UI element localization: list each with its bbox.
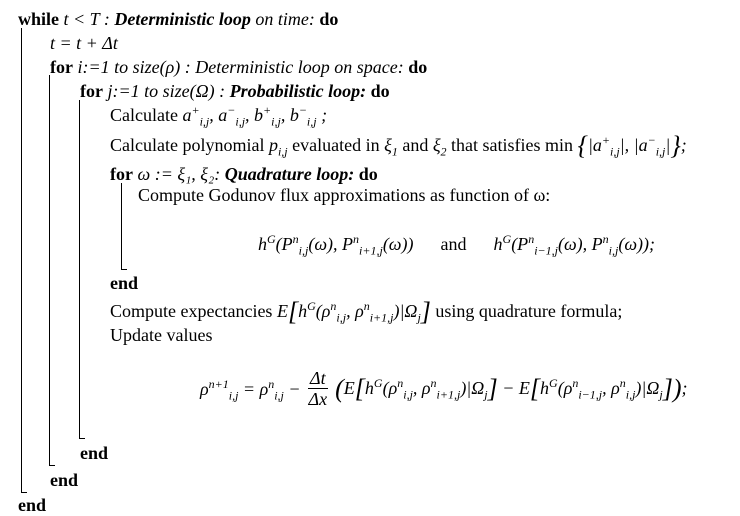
while-keyword: while bbox=[18, 9, 60, 29]
for-j-comment: Probabilistic loop: bbox=[229, 81, 367, 101]
expect-line bbox=[110, 297, 623, 326]
time-update-line: t = t + Δt bbox=[50, 33, 118, 53]
while-scope-tick bbox=[21, 492, 27, 493]
end-for-j: end bbox=[80, 443, 109, 463]
calc-poly-text: Calculate polynomial bbox=[110, 135, 265, 155]
end-while: end bbox=[18, 495, 47, 515]
for-omega-keyword: for bbox=[110, 164, 133, 184]
while-comment-2: on time: bbox=[255, 9, 315, 29]
while-scope-bar bbox=[21, 28, 22, 492]
godunov-line: Compute Godunov flux approximations as function of ω: bbox=[138, 185, 551, 205]
for-j-scope-tick bbox=[79, 438, 85, 439]
for-j-line bbox=[80, 80, 390, 102]
dt-dx-fraction: $\frac{\Delta t}{\Delta x}$ bbox=[308, 368, 328, 409]
calc-poly-line bbox=[110, 131, 687, 160]
for-i-line bbox=[50, 56, 427, 78]
for-omega-scope-tick bbox=[121, 269, 127, 270]
xi1-var: $\xi_1$ bbox=[384, 135, 398, 159]
expect-text: Compute expectancies bbox=[110, 301, 273, 321]
while-condition: t < T : bbox=[63, 9, 110, 29]
end-omega: end bbox=[110, 273, 139, 293]
for-omega-line bbox=[110, 163, 378, 185]
godunov-and: and bbox=[440, 234, 467, 254]
calc-poly-text-2: evaluated in bbox=[292, 135, 380, 155]
expect-text-2: using quadrature formula; bbox=[435, 301, 623, 321]
for-j-do-keyword: do bbox=[370, 81, 390, 101]
for-j-range: j:=1 to size(Ω) : bbox=[107, 81, 226, 101]
xi2-var: $\xi_2$ bbox=[432, 135, 447, 159]
for-omega-scope-bar bbox=[121, 183, 122, 269]
for-omega-comment: Quadrature loop: bbox=[224, 164, 355, 184]
calc-poly-text-4: that satisfies min bbox=[451, 135, 574, 155]
for-i-keyword: for bbox=[50, 57, 73, 77]
poly-var: $p_{i,j}$ bbox=[268, 135, 288, 159]
for-j-keyword: for bbox=[80, 81, 103, 101]
min-args: {$|a^+_{i,j}|$, $|a^-_{i,j}|$}; bbox=[577, 131, 687, 160]
while-do-keyword: do bbox=[319, 9, 339, 29]
while-line bbox=[18, 8, 338, 30]
calc-poly-and: and bbox=[402, 135, 429, 155]
update-formula: $\rho^{n+1}_{i,j} = \rho^n_{i,j}$ − $\frac{\Delta t}{\Delta x}$ ($E[h^G(\rho^n_{i,j}$, $\rho^n_{i+1,j})|\Omega_j] - E[h^G(\rho^n_{i-1,j}$, $\rho^n_{i,j})|\Omega_j$]); bbox=[200, 368, 688, 409]
for-omega-range: ω := ξ₁, ξ₂: bbox=[137, 164, 221, 184]
calc-ab-line bbox=[110, 103, 328, 129]
for-omega-do-keyword: do bbox=[358, 164, 378, 184]
for-j-scope-bar bbox=[79, 100, 80, 438]
flux-formula-2: $h^G(P^n_{i-1,j}(\omega)$, $P^n_{i,j}(\omega)$); bbox=[493, 232, 656, 258]
for-i-scope-tick bbox=[49, 465, 55, 466]
flux-formula-1: $h^G(P^n_{i,j}(\omega)$, $P^n_{i+1,j}(\omega)$) bbox=[258, 232, 414, 258]
expect-formula: $E[h^G(\rho^n_{i,j}$, $\rho^n_{i+1,j})|\Omega_j$] bbox=[276, 297, 431, 326]
end-for-i: end bbox=[50, 470, 79, 490]
calc-ab-vars: $a^+_{i,j}$, $a^-_{i,j}$, $b^+_{i,j}$, $b^-_{i,j}$ ; bbox=[182, 103, 328, 129]
calc-ab-text: Calculate bbox=[110, 105, 178, 125]
godunov-formula bbox=[258, 232, 656, 258]
for-i-comment: Deterministic loop on space: bbox=[195, 57, 404, 77]
for-i-range: i:=1 to size(ρ) : bbox=[77, 57, 191, 77]
while-comment: Deterministic loop bbox=[114, 9, 251, 29]
for-i-do-keyword: do bbox=[408, 57, 428, 77]
for-i-scope-bar bbox=[49, 75, 50, 465]
update-line: Update values bbox=[110, 325, 213, 345]
